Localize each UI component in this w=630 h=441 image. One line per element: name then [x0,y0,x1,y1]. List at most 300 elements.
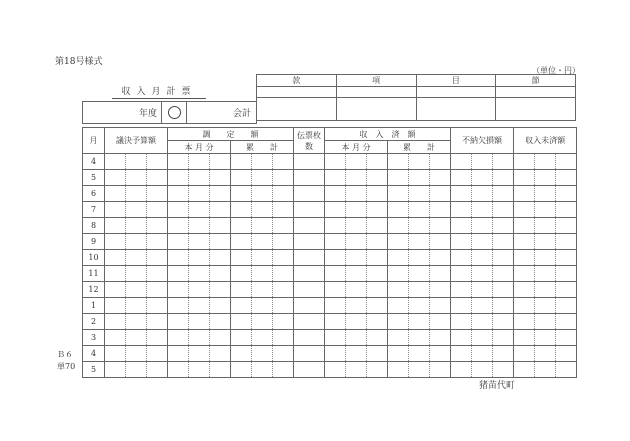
amount-cell[interactable] [168,186,189,202]
amount-cell[interactable] [273,186,294,202]
amount-cell[interactable] [367,218,388,234]
amount-cell[interactable] [294,282,325,298]
amount-cell[interactable] [346,266,367,282]
amount-cell[interactable] [346,218,367,234]
amount-cell[interactable] [252,314,273,330]
amount-cell[interactable] [168,362,189,378]
amount-cell[interactable] [294,330,325,346]
amount-cell[interactable] [367,282,388,298]
amount-cell[interactable] [105,330,126,346]
amount-cell[interactable] [189,282,210,298]
amount-cell[interactable] [210,170,231,186]
amount-cell[interactable] [388,202,409,218]
amount-cell[interactable] [367,346,388,362]
amount-cell[interactable] [388,170,409,186]
amount-cell[interactable] [472,154,493,170]
amount-cell[interactable] [514,314,535,330]
amount-cell[interactable] [388,362,409,378]
input-cell[interactable] [416,87,496,98]
amount-cell[interactable] [535,282,556,298]
amount-cell[interactable] [367,250,388,266]
input-cell[interactable] [257,87,337,98]
amount-cell[interactable] [430,186,451,202]
amount-cell[interactable] [294,202,325,218]
amount-cell[interactable] [493,282,514,298]
amount-cell[interactable] [126,266,147,282]
amount-cell[interactable] [147,202,168,218]
amount-cell[interactable] [273,218,294,234]
amount-cell[interactable] [252,154,273,170]
amount-cell[interactable] [535,234,556,250]
amount-cell[interactable] [409,362,430,378]
amount-cell[interactable] [346,186,367,202]
amount-cell[interactable] [168,154,189,170]
amount-cell[interactable] [325,250,346,266]
amount-cell[interactable] [409,250,430,266]
amount-cell[interactable] [535,186,556,202]
amount-cell[interactable] [556,330,577,346]
amount-cell[interactable] [451,282,472,298]
amount-cell[interactable] [367,314,388,330]
amount-cell[interactable] [126,362,147,378]
amount-cell[interactable] [430,218,451,234]
amount-cell[interactable] [346,234,367,250]
amount-cell[interactable] [388,186,409,202]
amount-cell[interactable] [147,362,168,378]
amount-cell[interactable] [388,314,409,330]
amount-cell[interactable] [189,154,210,170]
amount-cell[interactable] [294,186,325,202]
amount-cell[interactable] [367,170,388,186]
amount-cell[interactable] [451,154,472,170]
amount-cell[interactable] [210,298,231,314]
amount-cell[interactable] [325,346,346,362]
amount-cell[interactable] [556,346,577,362]
amount-cell[interactable] [210,362,231,378]
amount-cell[interactable] [273,154,294,170]
amount-cell[interactable] [105,170,126,186]
amount-cell[interactable] [430,314,451,330]
amount-cell[interactable] [535,298,556,314]
amount-cell[interactable] [273,298,294,314]
amount-cell[interactable] [210,282,231,298]
amount-cell[interactable] [252,298,273,314]
amount-cell[interactable] [514,362,535,378]
amount-cell[interactable] [451,202,472,218]
amount-cell[interactable] [346,202,367,218]
amount-cell[interactable] [147,154,168,170]
amount-cell[interactable] [409,154,430,170]
amount-cell[interactable] [210,346,231,362]
amount-cell[interactable] [252,218,273,234]
amount-cell[interactable] [189,218,210,234]
amount-cell[interactable] [189,202,210,218]
amount-cell[interactable] [294,218,325,234]
amount-cell[interactable] [556,298,577,314]
amount-cell[interactable] [556,186,577,202]
amount-cell[interactable] [556,154,577,170]
amount-cell[interactable] [472,186,493,202]
amount-cell[interactable] [514,282,535,298]
amount-cell[interactable] [147,314,168,330]
amount-cell[interactable] [273,234,294,250]
amount-cell[interactable] [168,314,189,330]
amount-cell[interactable] [231,154,252,170]
amount-cell[interactable] [231,186,252,202]
amount-cell[interactable] [514,218,535,234]
amount-cell[interactable] [346,362,367,378]
amount-cell[interactable] [210,234,231,250]
amount-cell[interactable] [409,202,430,218]
amount-cell[interactable] [367,154,388,170]
amount-cell[interactable] [294,266,325,282]
amount-cell[interactable] [472,314,493,330]
amount-cell[interactable] [556,314,577,330]
amount-cell[interactable] [367,330,388,346]
amount-cell[interactable] [105,186,126,202]
amount-cell[interactable] [325,362,346,378]
amount-cell[interactable] [472,330,493,346]
amount-cell[interactable] [367,234,388,250]
amount-cell[interactable] [346,170,367,186]
amount-cell[interactable] [168,202,189,218]
amount-cell[interactable] [556,170,577,186]
amount-cell[interactable] [325,298,346,314]
amount-cell[interactable] [252,330,273,346]
amount-cell[interactable] [231,362,252,378]
amount-cell[interactable] [409,298,430,314]
amount-cell[interactable] [367,362,388,378]
amount-cell[interactable] [493,154,514,170]
amount-cell[interactable] [535,218,556,234]
amount-cell[interactable] [535,314,556,330]
amount-cell[interactable] [451,234,472,250]
amount-cell[interactable] [472,266,493,282]
amount-cell[interactable] [409,218,430,234]
amount-cell[interactable] [294,170,325,186]
amount-cell[interactable] [147,298,168,314]
amount-cell[interactable] [252,250,273,266]
amount-cell[interactable] [556,362,577,378]
amount-cell[interactable] [147,346,168,362]
amount-cell[interactable] [556,282,577,298]
amount-cell[interactable] [430,362,451,378]
amount-cell[interactable] [514,346,535,362]
amount-cell[interactable] [514,154,535,170]
amount-cell[interactable] [388,266,409,282]
amount-cell[interactable] [252,202,273,218]
amount-cell[interactable] [126,298,147,314]
amount-cell[interactable] [325,266,346,282]
amount-cell[interactable] [105,282,126,298]
amount-cell[interactable] [367,202,388,218]
amount-cell[interactable] [451,330,472,346]
amount-cell[interactable] [514,266,535,282]
amount-cell[interactable] [451,298,472,314]
amount-cell[interactable] [388,218,409,234]
amount-cell[interactable] [231,218,252,234]
amount-cell[interactable] [147,330,168,346]
amount-cell[interactable] [451,170,472,186]
amount-cell[interactable] [388,154,409,170]
amount-cell[interactable] [430,202,451,218]
amount-cell[interactable] [472,202,493,218]
amount-cell[interactable] [294,154,325,170]
amount-cell[interactable] [430,266,451,282]
amount-cell[interactable] [210,266,231,282]
amount-cell[interactable] [472,218,493,234]
amount-cell[interactable] [210,186,231,202]
amount-cell[interactable] [105,202,126,218]
amount-cell[interactable] [231,314,252,330]
amount-cell[interactable] [514,330,535,346]
amount-cell[interactable] [514,186,535,202]
amount-cell[interactable] [556,266,577,282]
amount-cell[interactable] [210,218,231,234]
amount-cell[interactable] [294,346,325,362]
amount-cell[interactable] [451,250,472,266]
amount-cell[interactable] [105,266,126,282]
amount-cell[interactable] [231,346,252,362]
amount-cell[interactable] [126,234,147,250]
amount-cell[interactable] [210,314,231,330]
amount-cell[interactable] [451,362,472,378]
amount-cell[interactable] [126,170,147,186]
amount-cell[interactable] [168,330,189,346]
amount-cell[interactable] [514,298,535,314]
amount-cell[interactable] [493,346,514,362]
amount-cell[interactable] [105,314,126,330]
amount-cell[interactable] [430,234,451,250]
amount-cell[interactable] [273,266,294,282]
amount-cell[interactable] [231,266,252,282]
amount-cell[interactable] [105,346,126,362]
amount-cell[interactable] [493,266,514,282]
amount-cell[interactable] [388,250,409,266]
amount-cell[interactable] [409,234,430,250]
amount-cell[interactable] [189,314,210,330]
amount-cell[interactable] [346,314,367,330]
amount-cell[interactable] [189,266,210,282]
amount-cell[interactable] [325,330,346,346]
amount-cell[interactable] [430,346,451,362]
amount-cell[interactable] [189,170,210,186]
amount-cell[interactable] [409,186,430,202]
amount-cell[interactable] [493,250,514,266]
amount-cell[interactable] [409,282,430,298]
amount-cell[interactable] [430,282,451,298]
amount-cell[interactable] [105,298,126,314]
amount-cell[interactable] [147,186,168,202]
amount-cell[interactable] [409,346,430,362]
amount-cell[interactable] [231,250,252,266]
input-cell[interactable] [416,98,496,121]
amount-cell[interactable] [294,298,325,314]
amount-cell[interactable] [535,346,556,362]
amount-cell[interactable] [147,282,168,298]
amount-cell[interactable] [346,330,367,346]
amount-cell[interactable] [252,282,273,298]
amount-cell[interactable] [472,170,493,186]
amount-cell[interactable] [210,250,231,266]
input-cell[interactable] [496,98,576,121]
amount-cell[interactable] [210,330,231,346]
amount-cell[interactable] [252,266,273,282]
amount-cell[interactable] [388,298,409,314]
amount-cell[interactable] [126,346,147,362]
amount-cell[interactable] [472,298,493,314]
amount-cell[interactable] [126,186,147,202]
amount-cell[interactable] [493,218,514,234]
amount-cell[interactable] [514,234,535,250]
amount-cell[interactable] [168,346,189,362]
amount-cell[interactable] [105,218,126,234]
amount-cell[interactable] [514,202,535,218]
amount-cell[interactable] [556,250,577,266]
amount-cell[interactable] [252,362,273,378]
amount-cell[interactable] [147,218,168,234]
amount-cell[interactable] [493,362,514,378]
amount-cell[interactable] [189,298,210,314]
amount-cell[interactable] [409,266,430,282]
amount-cell[interactable] [105,250,126,266]
amount-cell[interactable] [189,346,210,362]
amount-cell[interactable] [325,234,346,250]
amount-cell[interactable] [472,282,493,298]
amount-cell[interactable] [514,170,535,186]
amount-cell[interactable] [388,330,409,346]
amount-cell[interactable] [367,298,388,314]
amount-cell[interactable] [325,314,346,330]
amount-cell[interactable] [325,154,346,170]
amount-cell[interactable] [535,266,556,282]
amount-cell[interactable] [168,298,189,314]
amount-cell[interactable] [294,314,325,330]
amount-cell[interactable] [105,234,126,250]
amount-cell[interactable] [346,154,367,170]
amount-cell[interactable] [273,282,294,298]
amount-cell[interactable] [346,298,367,314]
amount-cell[interactable] [231,282,252,298]
amount-cell[interactable] [273,346,294,362]
amount-cell[interactable] [294,234,325,250]
input-cell[interactable] [257,98,337,121]
amount-cell[interactable] [252,346,273,362]
amount-cell[interactable] [493,202,514,218]
amount-cell[interactable] [535,330,556,346]
amount-cell[interactable] [231,202,252,218]
amount-cell[interactable] [325,170,346,186]
amount-cell[interactable] [126,202,147,218]
amount-cell[interactable] [325,186,346,202]
amount-cell[interactable] [388,346,409,362]
amount-cell[interactable] [126,282,147,298]
amount-cell[interactable] [430,154,451,170]
amount-cell[interactable] [147,170,168,186]
amount-cell[interactable] [493,314,514,330]
amount-cell[interactable] [189,250,210,266]
amount-cell[interactable] [451,346,472,362]
amount-cell[interactable] [273,202,294,218]
amount-cell[interactable] [430,330,451,346]
amount-cell[interactable] [493,186,514,202]
amount-cell[interactable] [451,218,472,234]
amount-cell[interactable] [168,170,189,186]
amount-cell[interactable] [126,154,147,170]
amount-cell[interactable] [231,170,252,186]
amount-cell[interactable] [556,234,577,250]
amount-cell[interactable] [409,330,430,346]
amount-cell[interactable] [325,282,346,298]
amount-cell[interactable] [388,234,409,250]
amount-cell[interactable] [388,282,409,298]
amount-cell[interactable] [346,282,367,298]
amount-cell[interactable] [168,218,189,234]
amount-cell[interactable] [273,314,294,330]
amount-cell[interactable] [189,362,210,378]
amount-cell[interactable] [252,234,273,250]
amount-cell[interactable] [430,170,451,186]
amount-cell[interactable] [168,282,189,298]
input-cell[interactable] [336,87,416,98]
amount-cell[interactable] [231,330,252,346]
amount-cell[interactable] [325,202,346,218]
input-cell[interactable] [496,87,576,98]
amount-cell[interactable] [409,170,430,186]
amount-cell[interactable] [367,186,388,202]
amount-cell[interactable] [189,186,210,202]
amount-cell[interactable] [535,170,556,186]
input-cell[interactable] [336,98,416,121]
amount-cell[interactable] [493,170,514,186]
amount-cell[interactable] [105,362,126,378]
amount-cell[interactable] [252,186,273,202]
amount-cell[interactable] [231,234,252,250]
amount-cell[interactable] [472,346,493,362]
amount-cell[interactable] [168,250,189,266]
amount-cell[interactable] [168,234,189,250]
amount-cell[interactable] [451,314,472,330]
amount-cell[interactable] [273,362,294,378]
amount-cell[interactable] [147,250,168,266]
amount-cell[interactable] [126,250,147,266]
amount-cell[interactable] [147,266,168,282]
amount-cell[interactable] [126,218,147,234]
amount-cell[interactable] [472,250,493,266]
amount-cell[interactable] [273,170,294,186]
amount-cell[interactable] [325,218,346,234]
amount-cell[interactable] [493,330,514,346]
amount-cell[interactable] [535,250,556,266]
amount-cell[interactable] [556,218,577,234]
amount-cell[interactable] [535,362,556,378]
amount-cell[interactable] [294,250,325,266]
amount-cell[interactable] [231,298,252,314]
amount-cell[interactable] [451,186,472,202]
amount-cell[interactable] [430,250,451,266]
amount-cell[interactable] [294,362,325,378]
amount-cell[interactable] [273,330,294,346]
amount-cell[interactable] [273,250,294,266]
amount-cell[interactable] [105,154,126,170]
amount-cell[interactable] [430,298,451,314]
amount-cell[interactable] [210,154,231,170]
amount-cell[interactable] [147,234,168,250]
amount-cell[interactable] [210,202,231,218]
amount-cell[interactable] [252,170,273,186]
amount-cell[interactable] [514,250,535,266]
amount-cell[interactable] [472,234,493,250]
